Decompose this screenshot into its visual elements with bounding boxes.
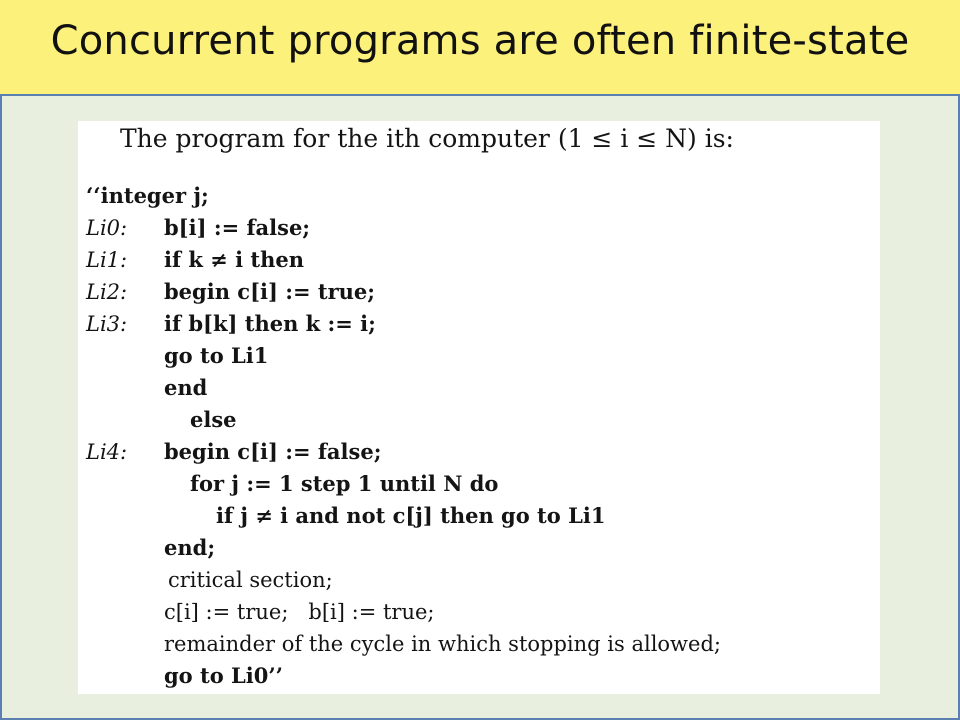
title-bar xyxy=(0,0,960,96)
code-line: begin c[i] := true; xyxy=(164,279,376,304)
slide-title: Concurrent programs are often finite-state xyxy=(50,18,910,64)
code-line: if j ≠ i and not c[j] then go to Li1 xyxy=(216,503,606,528)
code-line: end xyxy=(164,375,208,400)
code-line: go to Li1 xyxy=(164,343,269,368)
code-label: Li3: xyxy=(86,312,128,336)
program-heading: The program for the ith computer (1 ≤ i ≤ N) is: xyxy=(120,124,734,153)
code-line: end; xyxy=(164,535,216,560)
code-label: Li0: xyxy=(86,216,128,240)
code-line: begin c[i] := false; xyxy=(164,439,382,464)
code-line: b[i] := false; xyxy=(164,215,311,240)
code-line: if b[k] then k := i; xyxy=(164,311,376,336)
code-line: c[i] := true; b[i] := true; xyxy=(164,600,435,624)
code-label: Li1: xyxy=(86,248,128,272)
code-line: remainder of the cycle in which stopping is allowed; xyxy=(164,632,721,656)
code-line: for j := 1 step 1 until N do xyxy=(190,471,499,496)
scanned-program-image xyxy=(78,121,880,694)
code-line: if k ≠ i then xyxy=(164,247,304,272)
code-line: critical section; xyxy=(168,568,333,592)
code-label: Li4: xyxy=(86,440,128,464)
code-line: ‘‘integer j; xyxy=(86,183,209,208)
code-label: Li2: xyxy=(86,280,128,304)
code-line: else xyxy=(190,407,237,432)
code-line: go to Li0’’ xyxy=(164,663,283,688)
